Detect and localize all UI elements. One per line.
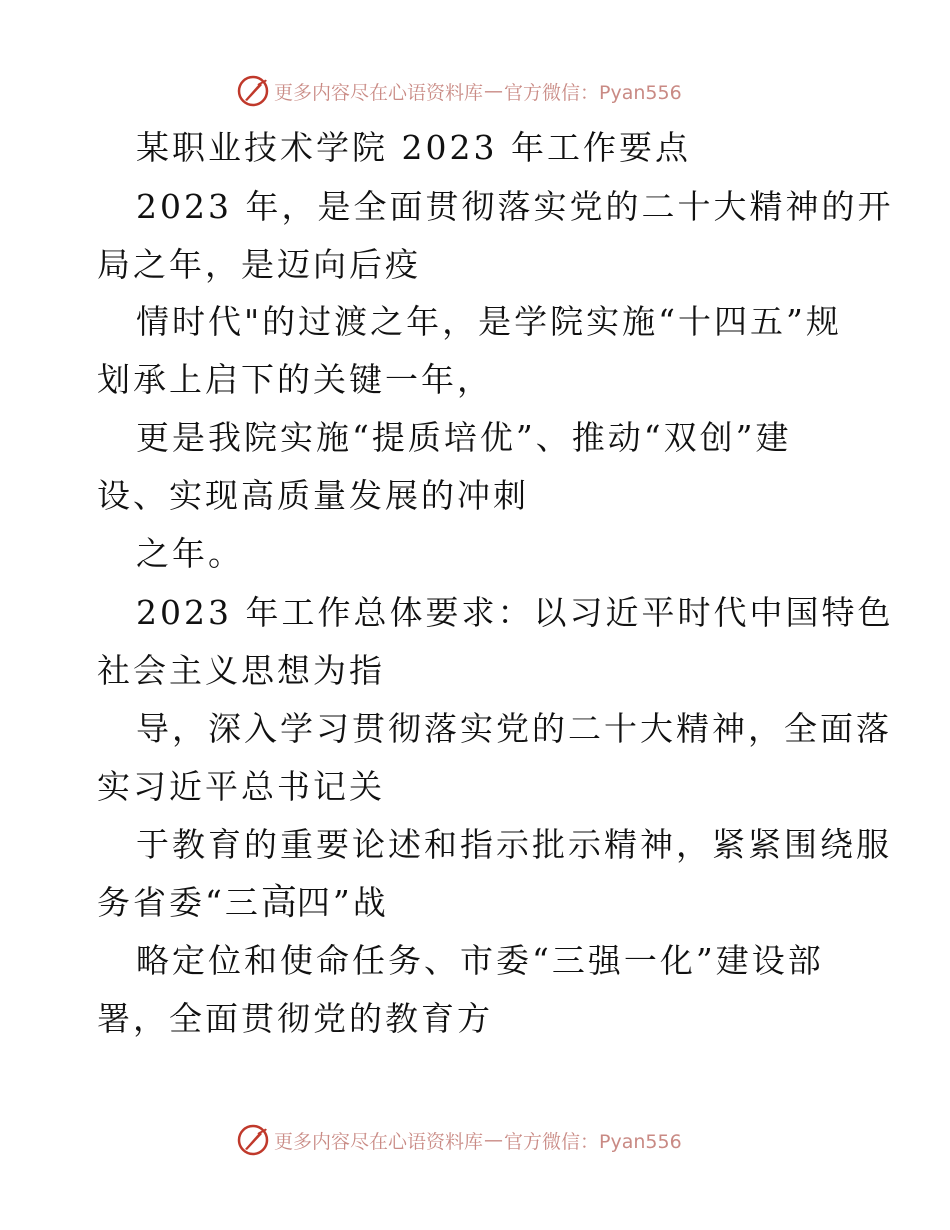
- paragraph-line: 之年。: [136, 534, 244, 573]
- paragraph-line: 署，全面贯彻党的教育方: [97, 999, 493, 1038]
- paragraph-line: 于教育的重要论述和指示批示精神，紧紧围绕服: [136, 825, 892, 864]
- watermark-separator: —: [484, 80, 504, 102]
- paragraph-line: 2023 年，是全面贯彻落实党的二十大精神的开: [136, 187, 894, 226]
- paragraph-line-emphasis: [97, 883, 389, 923]
- watermark-footer: [236, 1123, 682, 1157]
- watermark-separator: —: [484, 1129, 504, 1151]
- watermark-contact: 官方微信：Pyan556: [504, 81, 682, 104]
- document-title: 某职业技术学院 2023 年工作要点: [136, 128, 691, 167]
- paragraph-line: 情时代"的过渡之年，是学院实施“十四五”规: [136, 302, 842, 341]
- paragraph-line: 局之年，是迈向后疫: [97, 245, 421, 284]
- text-segment: 四”战: [296, 883, 389, 922]
- paragraph-line: 社会主义思想为指: [97, 651, 385, 690]
- watermark-header: [236, 74, 682, 108]
- quill-logo-icon: [236, 1123, 270, 1157]
- paragraph-line: 更是我院实施“提质培优”、推动“双创”建: [136, 418, 792, 457]
- quill-logo-icon: [236, 74, 270, 108]
- watermark-text: 更多内容尽在心语资料库: [274, 81, 484, 104]
- emphasis-character: 高: [260, 882, 297, 923]
- text-segment: 务省委“三: [97, 883, 261, 922]
- paragraph-line: 实习近平总书记关: [97, 767, 385, 806]
- paragraph-line: 设、实现高质量发展的冲刺: [97, 476, 529, 515]
- watermark-contact: 官方微信：Pyan556: [504, 1130, 682, 1153]
- watermark-text: 更多内容尽在心语资料库: [274, 1130, 484, 1153]
- paragraph-line: 略定位和使命任务、市委“三强一化”建设部: [136, 941, 824, 980]
- paragraph-line: 划承上启下的关键一年，: [97, 360, 493, 399]
- paragraph-line: 导，深入学习贯彻落实党的二十大精神，全面落: [136, 709, 892, 748]
- paragraph-line: 2023 年工作总体要求：以习近平时代中国特色: [136, 593, 894, 632]
